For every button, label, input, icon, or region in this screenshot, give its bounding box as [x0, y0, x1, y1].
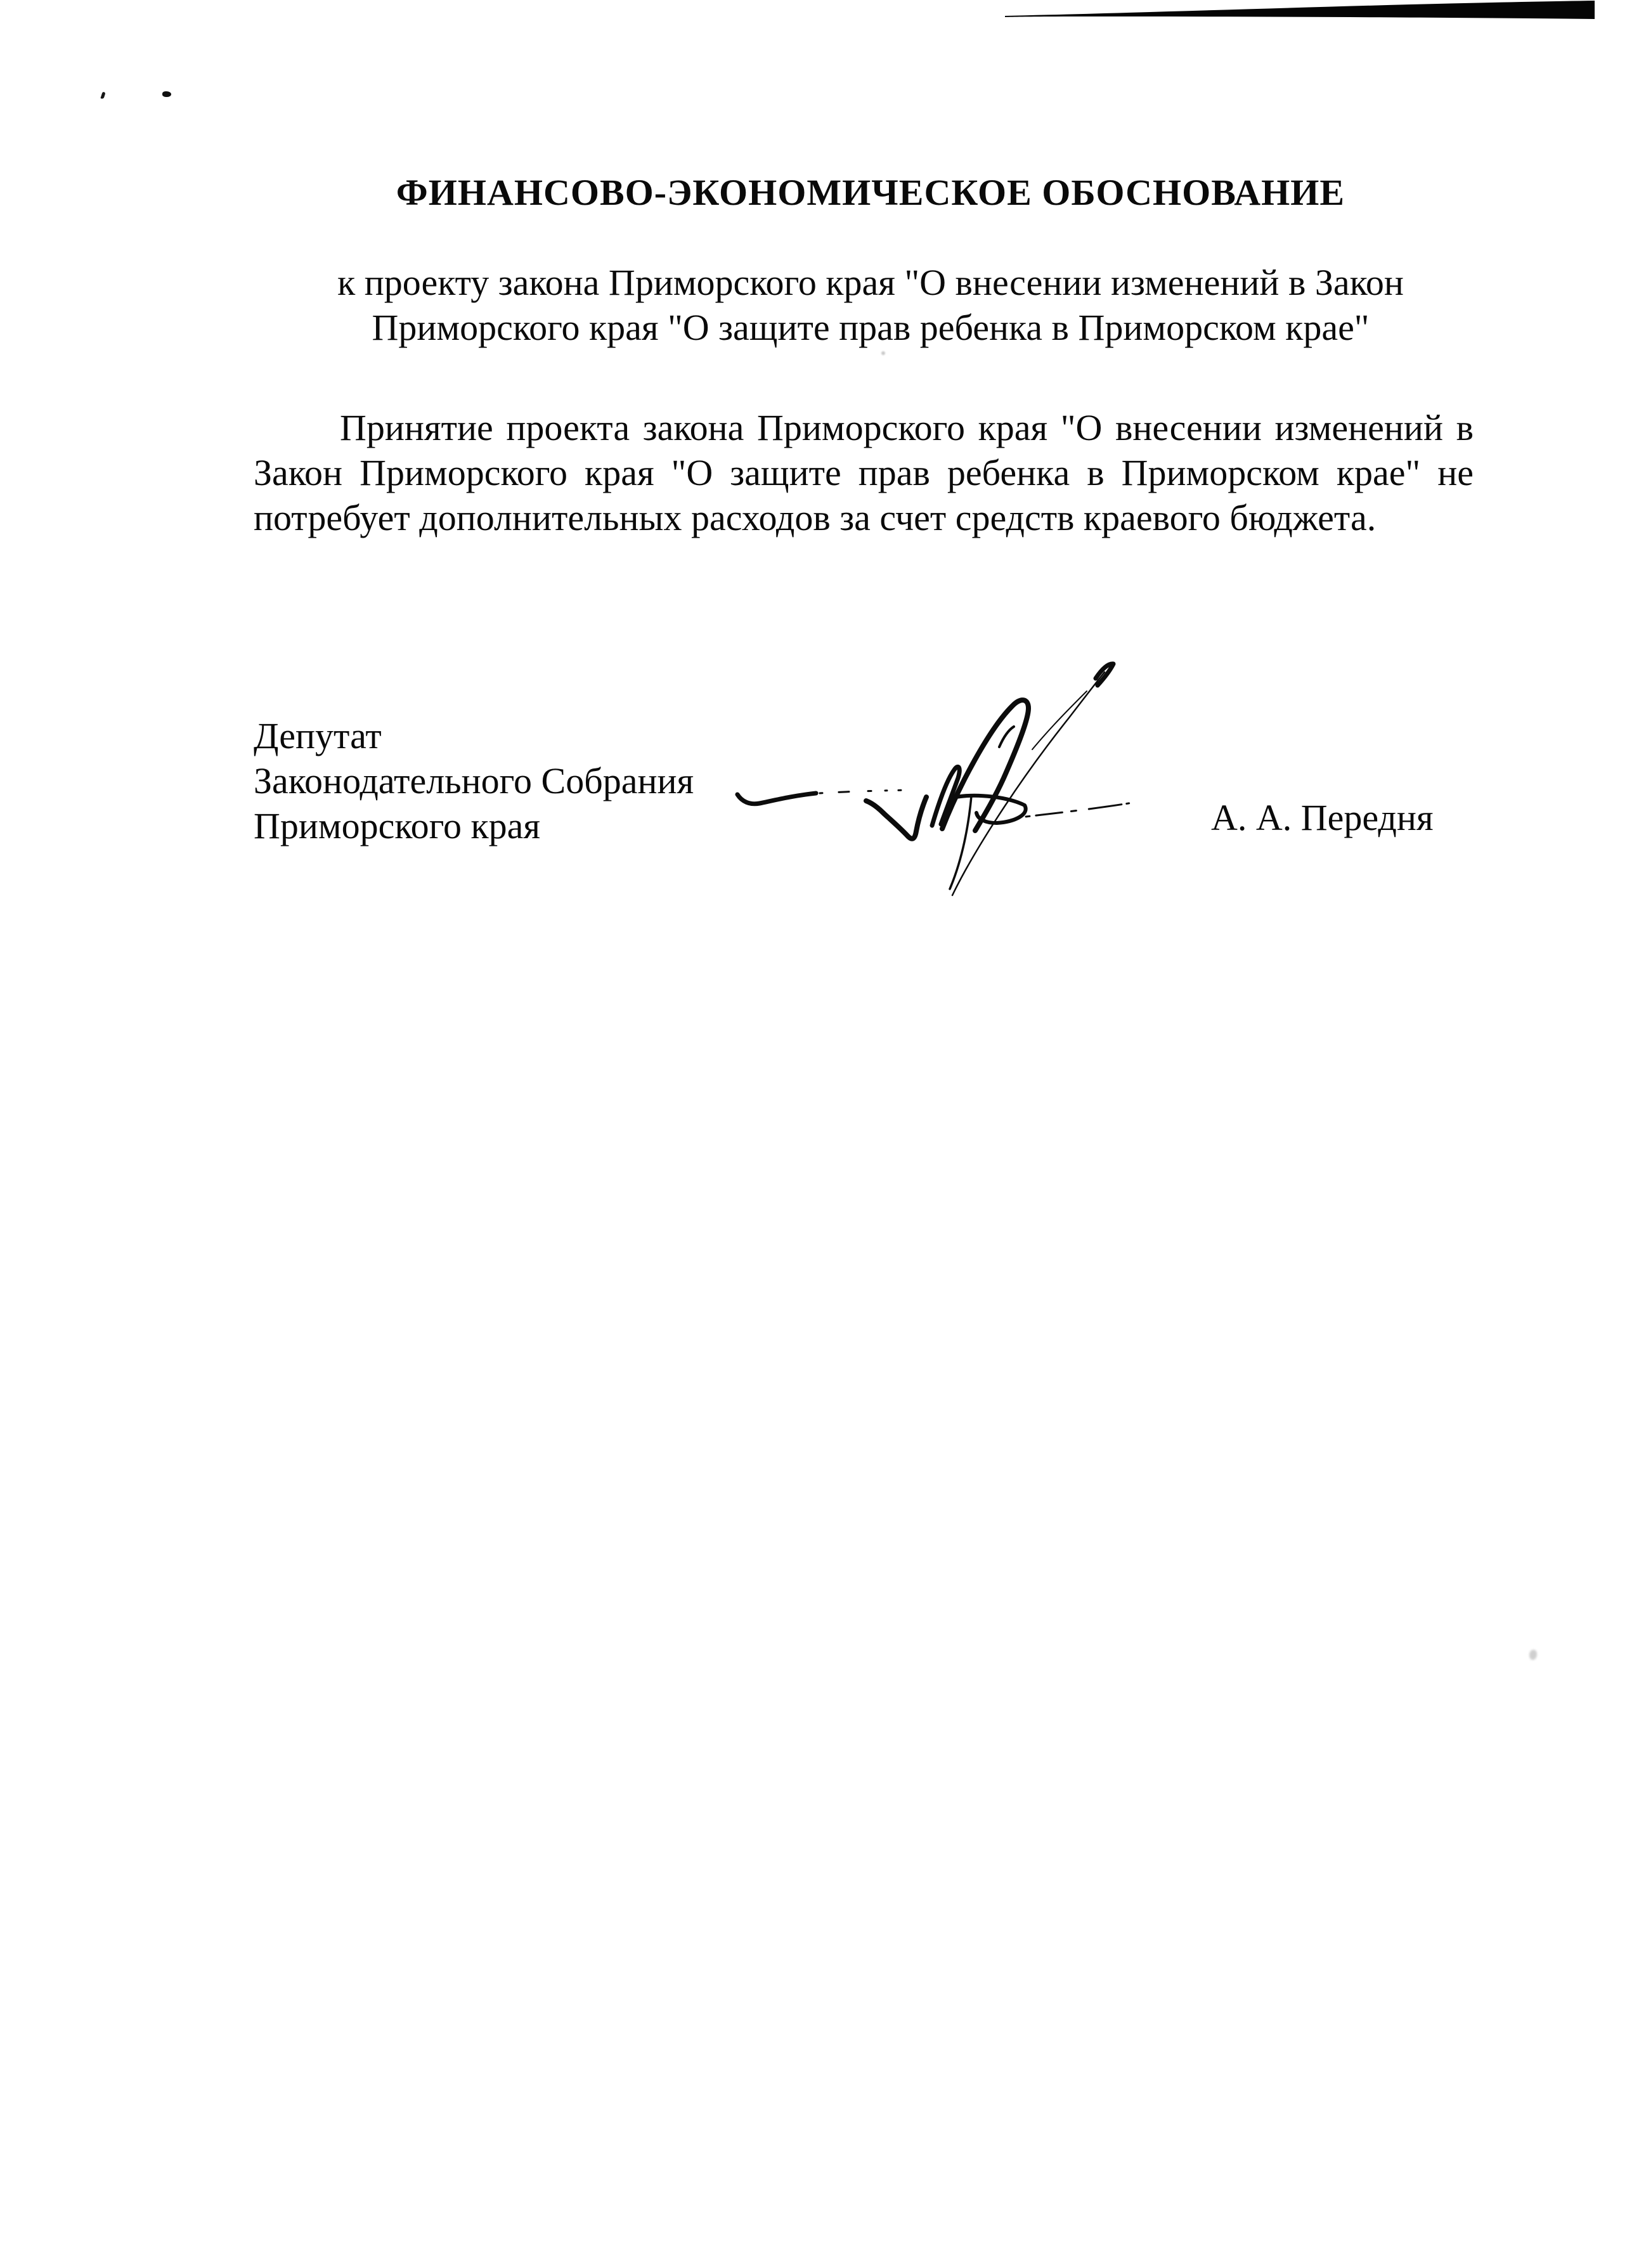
handwritten-signature [716, 647, 1148, 900]
subtitle-line-1: к проекту закона Приморского края "О внесении изменений в Закон [337, 262, 1404, 303]
signer-position-line-3: Приморского края [254, 805, 541, 846]
scanner-streak-artifact [1005, 0, 1595, 20]
document-title: ФИНАНСОВО-ЭКОНОМИЧЕСКОЕ ОБОСНОВАНИЕ [396, 172, 1345, 213]
signer-position-line-2: Законодательного Собрания [254, 760, 694, 801]
document-subtitle [254, 260, 1474, 350]
body-line-2: Закон Приморского края "О защите прав ребенка в Приморском крае" не [254, 452, 1474, 493]
body-line-1: Принятие проекта закона Приморского края "О внесении изменений в [340, 407, 1474, 448]
signee-name: А. А. Передня [1211, 797, 1434, 838]
subtitle-line-2: Приморского края "О защите прав ребенка в Приморском крае" [372, 307, 1370, 348]
signer-position-block [254, 713, 694, 848]
body-line-3: потребует дополнительных расходов за счет средств краевого бюджета. [254, 497, 1377, 538]
scan-speck-blob [162, 91, 171, 97]
signer-position-line-1: Депутат [254, 715, 382, 756]
scan-speck-comma [100, 91, 105, 99]
scan-faint-smudge [1529, 1650, 1537, 1660]
scan-faint-dot [881, 351, 885, 355]
body-paragraph [254, 405, 1474, 540]
